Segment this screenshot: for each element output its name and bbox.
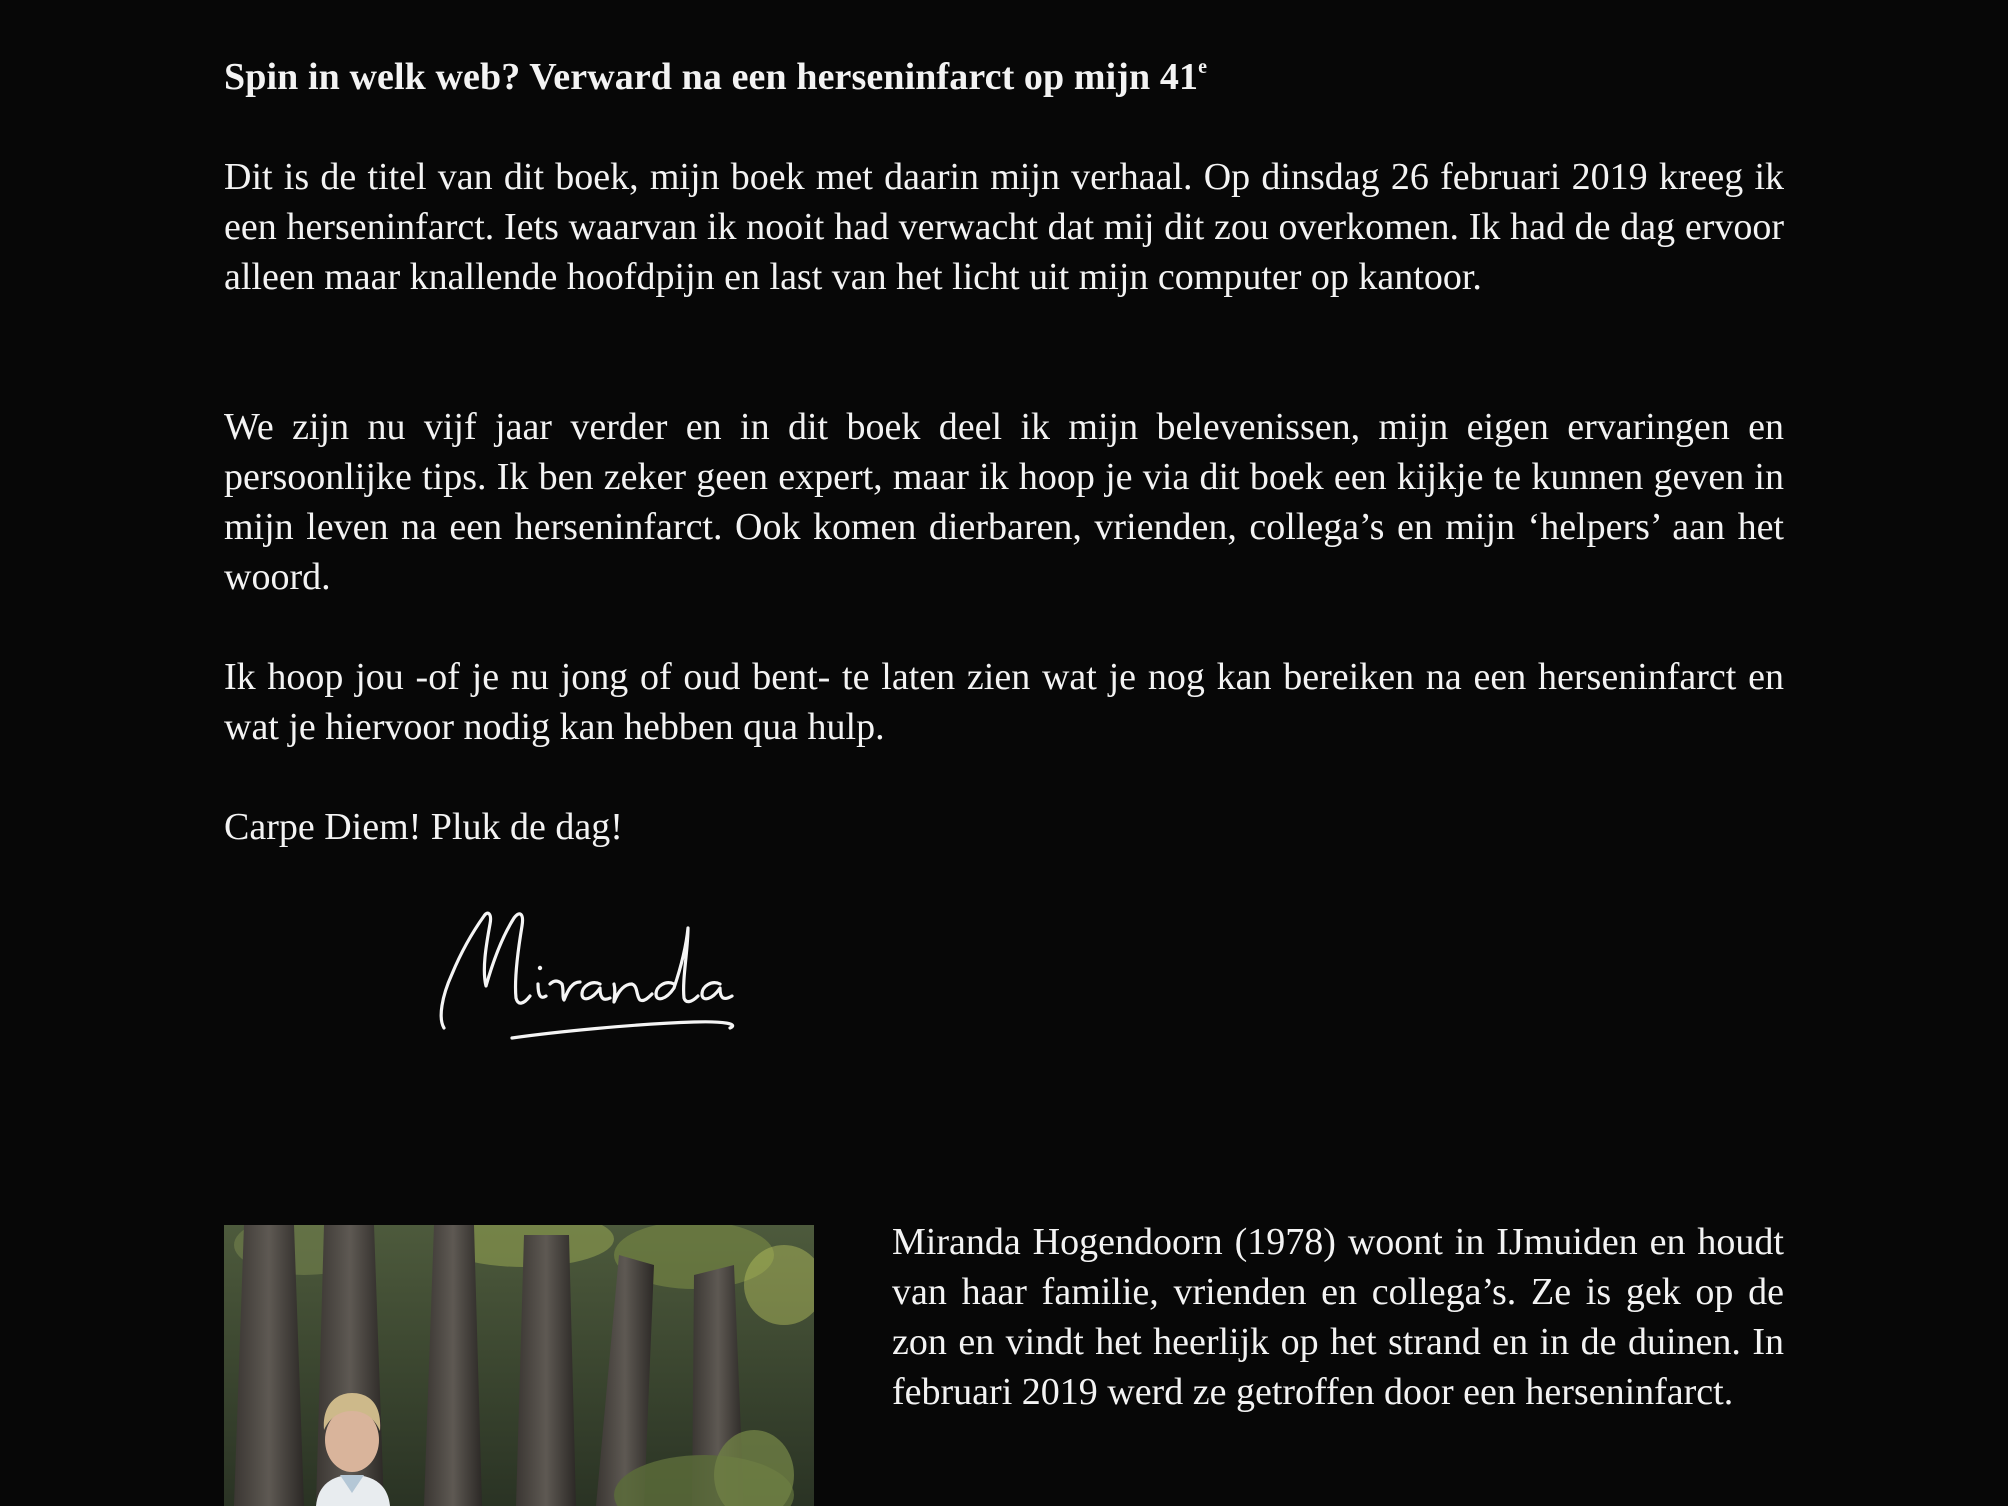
author-bio: Miranda Hogendoorn (1978) woont in IJmuiden en houdt van haar familie, vrienden en collega’s. Ze is gek op de zon en vindt het heerlijk op het strand en in de duinen. In februari 2019 werd ze getroffen door een herseninfarct. xyxy=(892,1221,1784,1413)
hope-paragraph: Ik hoop jou -of je nu jong of oud bent- te laten zien wat je nog kan bereiken na een herseninfarct en wat je hiervoor nodig kan hebben qua hulp. xyxy=(224,656,1784,748)
book-title-superscript: e xyxy=(1198,56,1208,78)
book-title-text: Spin in welk web? Verward na een herseninfarct op mijn 41 xyxy=(224,56,1199,98)
author-photo xyxy=(224,1225,814,1506)
book-title xyxy=(224,52,1207,102)
experience-paragraph: We zijn nu vijf jaar verder en in dit boek deel ik mijn belevenissen, mijn eigen ervaringen en persoonlijke tips. Ik ben zeker geen expert, maar ik hoop je via dit boek een kijkje te kunnen geven in mijn leven na een herseninfarct. Ook komen dierbaren, vrienden, collega’s en mijn ‘helpers’ aan het woord. xyxy=(224,406,1784,598)
author-portrait-image xyxy=(224,1225,814,1506)
closing-line: Carpe Diem! Pluk de dag! xyxy=(224,806,623,848)
intro-paragraph: Dit is de titel van dit boek, mijn boek met daarin mijn verhaal. Op dinsdag 26 februari 2019 kreeg ik een herseninfarct. Iets waarvan ik nooit had verwacht dat mij dit zou overkomen. Ik had de dag ervoor alleen maar knallende hoofdpijn en last van het licht uit mijn computer op kantoor. xyxy=(224,156,1784,298)
signature-miranda xyxy=(434,900,794,1050)
